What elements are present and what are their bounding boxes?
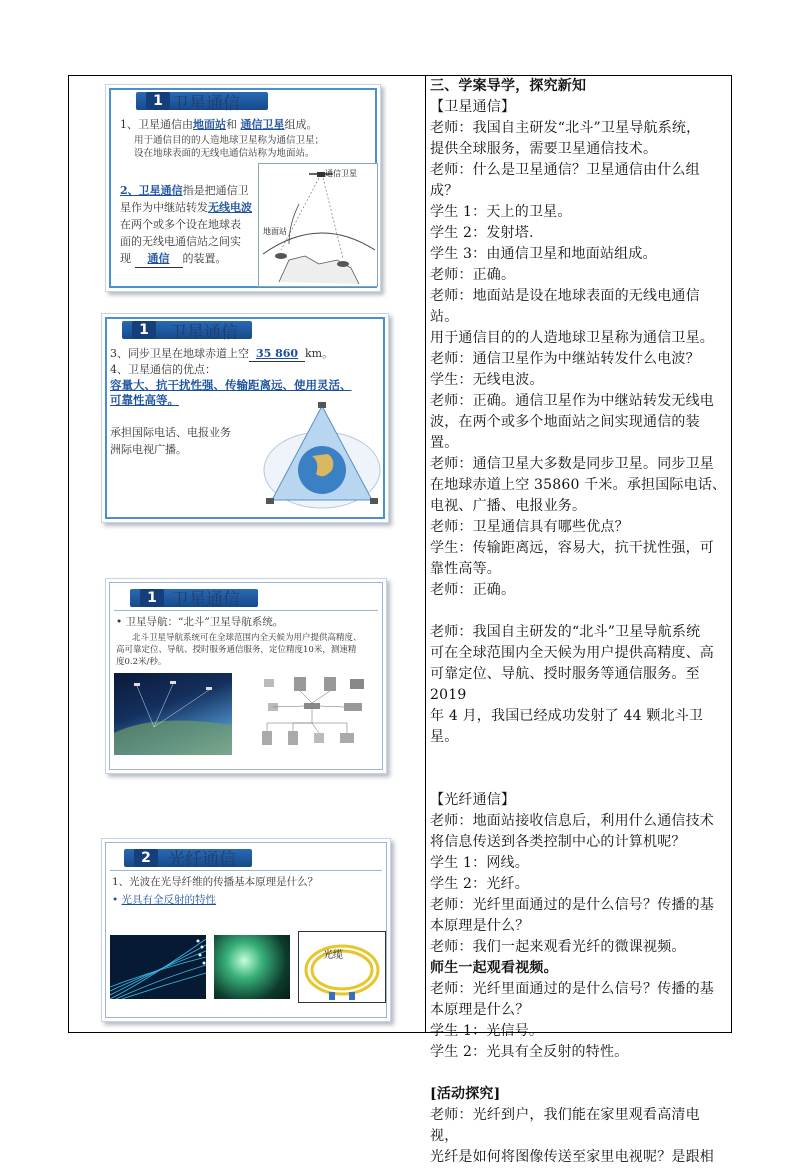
slides-column: [69, 76, 425, 1032]
dialogue-line: 学生 3：由通信卫星和地面站组成。: [430, 246, 657, 262]
fiber-cable-image: [298, 931, 386, 1003]
slide-para-2: 2、卫星通信指是把通信卫 星作为中继站转发无线电波 在两个或多个设在地球表 面的无线电通信站之间实 现 通信 的装置。: [120, 182, 260, 268]
dialogue-line: 将信息传送到各类控制中心的计算机呢？: [430, 834, 686, 850]
satellite-diagram: [258, 163, 378, 287]
slide-line-3: 3、同步卫星在地球赤道上空 35 860 km。: [110, 347, 334, 360]
slide-line-1: 1、卫星通信由地面站和 通信卫星组成。: [120, 118, 318, 131]
dialogue-line: 老师：正确。: [430, 582, 516, 598]
dialogue-line: 学生 2：光具有全反射的特性。: [430, 1044, 629, 1060]
slide-desc-1: 北斗卫星导航系统可在全球范围内全天候为用户提供高精度、: [132, 633, 362, 643]
dialogue-line: 【光纤通信】: [430, 792, 516, 808]
slide-satellite-1: [105, 84, 381, 292]
fiber-hand-image: [214, 935, 290, 999]
dialogue-line: [430, 601, 727, 622]
dialogue-line: 老师：卫星通信具有哪些优点？: [430, 519, 629, 535]
slide-advantages-2: 可靠性高等。: [110, 393, 179, 407]
dialogue-line: 学生：传输距离远，容易大，抗干扰性强，可: [430, 540, 714, 556]
badge-number: 1: [140, 589, 164, 607]
dialogue-line: 老师：光纤里面通过的是什么信号？传播的基: [430, 897, 714, 913]
slide-title: 卫星通信: [170, 323, 238, 343]
dialogue-line: 老师：光纤里面通过的是什么信号？传播的基: [430, 981, 714, 997]
dialogue-line: 可靠定位、导航、授时服务等通信服务。至 2019: [430, 666, 700, 703]
slide-satellite-3: [105, 578, 387, 774]
dialogue-line: 提供全球服务，需要卫星通信技术。: [430, 141, 658, 157]
lesson-table: [68, 75, 732, 1165]
dialogue-line: 在地球赤道上空 35860 千米。承担国际电话、: [430, 477, 727, 493]
badge-number: 1: [146, 92, 170, 110]
slide-underline: [114, 610, 378, 611]
dialogue-line: 可在全球范围内全天候为用户提供高精度、高: [430, 645, 714, 661]
slide-business-2: 洲际电视广播。: [110, 443, 187, 456]
dialogue-line: 本原理是什么？: [430, 1002, 530, 1018]
slide-note-1: 用于通信目的的人造地球卫星称为通信卫星；: [134, 135, 325, 146]
dialogue-line: 用于通信目的的人造地球卫星称为通信卫星。: [430, 330, 714, 346]
dialogue-line: 老师：通信卫星作为中继站转发什么电波？: [430, 351, 700, 367]
slide-desc-2: 高可靠定位、导航、授时服务通信服务，定位精度10米，测速精: [116, 645, 357, 655]
dialogue-line: 学生 1：光信号。: [430, 1023, 544, 1039]
slide-fiber: [101, 838, 391, 1022]
slide-desc-3: 度0.2米/秒。: [116, 657, 167, 667]
dialogue-line: 电视、广播、电报业务。: [430, 498, 587, 514]
fiber-strands-image: [110, 935, 206, 999]
diagram-label-satellite: 通信卫星: [325, 169, 357, 178]
dialogue-line: 老师：正确。通信卫星作为中继站转发无线电: [430, 393, 714, 409]
dialogue-line: 老师：我国自主研发的“北斗”卫星导航系统: [430, 624, 701, 640]
dialogue-line: 光纤是如何将图像传送至家里电视呢？是跟相: [430, 1149, 714, 1165]
dialogue-line: 老师：什么是卫星通信？卫星通信由什么组成？: [430, 162, 700, 199]
dialogue-line: 靠性高等。: [430, 561, 501, 577]
slide-underline: [110, 870, 382, 871]
badge-number: 2: [134, 849, 158, 867]
slide-bullet: • 卫星导航：“北斗”卫星导航系统。: [116, 616, 284, 628]
slide-note-2: 设在地球表面的无线电通信站称为地面站。: [134, 148, 315, 159]
dialogue-line: 年 4 月，我国已经成功发射了 44 颗北斗卫星。: [430, 708, 704, 745]
dialogue-line: [430, 1063, 727, 1084]
diagram-label-ground: 地面站: [263, 227, 287, 236]
dialogue-line: [430, 748, 727, 790]
dialogue-line: 学生 2：光纤。: [430, 876, 529, 892]
slide-business-1: 承担国际电话、电报业务: [110, 426, 231, 439]
dialogue-line: 学生 1：天上的卫星。: [430, 204, 572, 220]
dialogue-line: 老师：光纤到户，我们能在家里观看高清电视，: [430, 1107, 700, 1144]
slide-answer: • 光具有全反射的特性: [112, 894, 217, 906]
dialogue-line: 老师：通信卫星大多数是同步卫星。同步卫星: [430, 456, 714, 472]
lesson-dialogue-column: [430, 76, 727, 1165]
cable-label: 光缆: [323, 950, 343, 961]
earth-satellites-image: [114, 673, 232, 755]
dialogue-line: 学生：无线电波。: [430, 372, 544, 388]
dialogue-line: 师生一起观看视频。: [430, 960, 558, 976]
dialogue-line: 【卫星通信】: [430, 99, 516, 115]
dialogue-line: 老师：正确。: [430, 267, 516, 283]
slide-title: 光纤通信: [168, 850, 236, 870]
dialogue-line: 老师：地面站是设在地球表面的无线电通信站。: [430, 288, 700, 325]
network-diagram: [254, 673, 376, 755]
slide-satellite-2: [101, 313, 389, 523]
dialogue-line: 老师：我国自主研发“北斗”卫星导航系统，: [430, 120, 701, 136]
slide-title: 卫星通信: [172, 590, 240, 610]
dialogue-line: 老师：地面站接收信息后，利用什么通信技术: [430, 813, 714, 829]
dialogue-line: [活动探究]: [430, 1086, 501, 1102]
dialogue-line: 波，在两个或多个地面站之间实现通信的装置。: [430, 414, 700, 451]
dialogue-line: 老师：我们一起来观看光纤的微课视频。: [430, 939, 686, 955]
slide-advantages-1: 容量大、抗干扰性强、传输距离远、使用灵活、: [110, 378, 352, 392]
slide-question: 1、光波在光导纤维的传播基本原理是什么？: [112, 876, 319, 888]
badge-number: 1: [132, 321, 156, 339]
dialogue-line: 学生 1：网线。: [430, 855, 529, 871]
dialogue-line: 三、学案导学，探究新知: [430, 78, 587, 94]
column-divider: [425, 76, 426, 1032]
dialogue-line: 本原理是什么？: [430, 918, 530, 934]
dialogue-line: 学生 2：发射塔.: [430, 225, 534, 241]
slide-title: 卫星通信: [172, 94, 240, 114]
globe-satellite-diagram: [262, 400, 382, 512]
slide-line-4: 4、卫星通信的优点：: [110, 363, 216, 376]
